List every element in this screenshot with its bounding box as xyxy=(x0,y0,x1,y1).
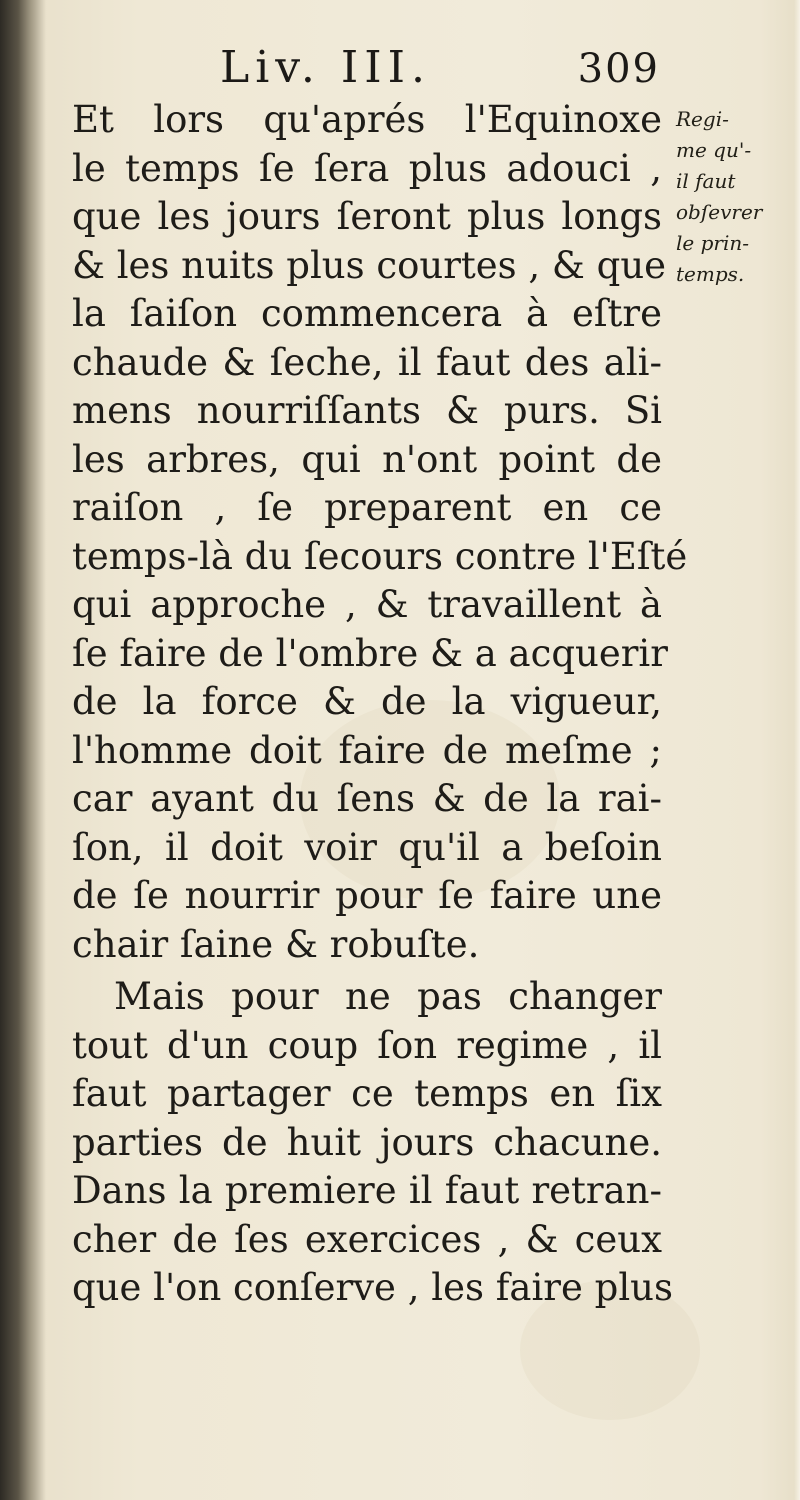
margin-note xyxy=(676,104,794,290)
text-line: la ſaiſon commencera à eſtre xyxy=(72,292,662,335)
text-line: ſon, il doit voir qu'il a beſoin xyxy=(72,825,662,869)
margin-note-line: il faut xyxy=(676,169,736,193)
text-line: faut partager ce temps en ſix xyxy=(72,1072,662,1115)
binding-gutter xyxy=(0,0,46,1500)
text-line: chair ſaine & robuſte. xyxy=(72,922,480,966)
text-line: tout d'un coup ſon regime , il xyxy=(72,1023,662,1067)
margin-note-line: me qu'- xyxy=(676,138,752,162)
text-line: de la force & de la vigueur, xyxy=(72,680,662,723)
text-line: Et lors qu'aprés l'Equinoxe xyxy=(72,98,662,141)
text-line: car ayant du ſens & de la rai- xyxy=(72,777,662,820)
text-line: Mais pour ne pas changer xyxy=(114,975,662,1018)
text-line: chaude & ſeche, il faut des ali- xyxy=(72,340,662,384)
text-line: le temps ſe ſera plus adouci , xyxy=(72,146,662,190)
text-line: Dans la premiere il faut retran- xyxy=(72,1169,662,1212)
text-line: les arbres, qui n'ont point de xyxy=(72,437,662,481)
text-line: parties de huit jours chacune. xyxy=(72,1120,662,1164)
page-edge xyxy=(794,0,800,1500)
text-line: temps-là du ſecours contre l'Eſté xyxy=(72,534,688,578)
body-text xyxy=(72,96,688,1313)
text-line: mens nourriſſants & purs. Si xyxy=(72,389,662,432)
text-line: l'homme doit faire de meſme ; xyxy=(72,728,662,772)
margin-note-line: Regi- xyxy=(676,107,729,131)
text-line: cher de ſes exercices , & ceux xyxy=(72,1217,662,1261)
margin-note-line: le prin- xyxy=(676,231,749,255)
text-line: que l'on conſerve , les faire plus xyxy=(72,1266,673,1309)
margin-note-line: obſevrer xyxy=(676,200,763,224)
running-head xyxy=(160,42,660,102)
running-head-title: Liv. III. xyxy=(220,42,432,93)
text-line: & les nuits plus courtes , & que xyxy=(72,243,667,287)
text-line: qui approche , & travaillent à xyxy=(72,583,662,626)
text-line: ſe faire de l'ombre & a acquerir xyxy=(72,631,668,675)
page-number: 309 xyxy=(577,46,660,92)
margin-note-line: temps. xyxy=(676,262,745,286)
text-line: de ſe nourrir pour ſe faire une xyxy=(72,874,662,917)
text-line: raiſon , ſe preparent en ce xyxy=(72,486,662,529)
text-line: que les jours ſeront plus longs xyxy=(72,195,662,238)
